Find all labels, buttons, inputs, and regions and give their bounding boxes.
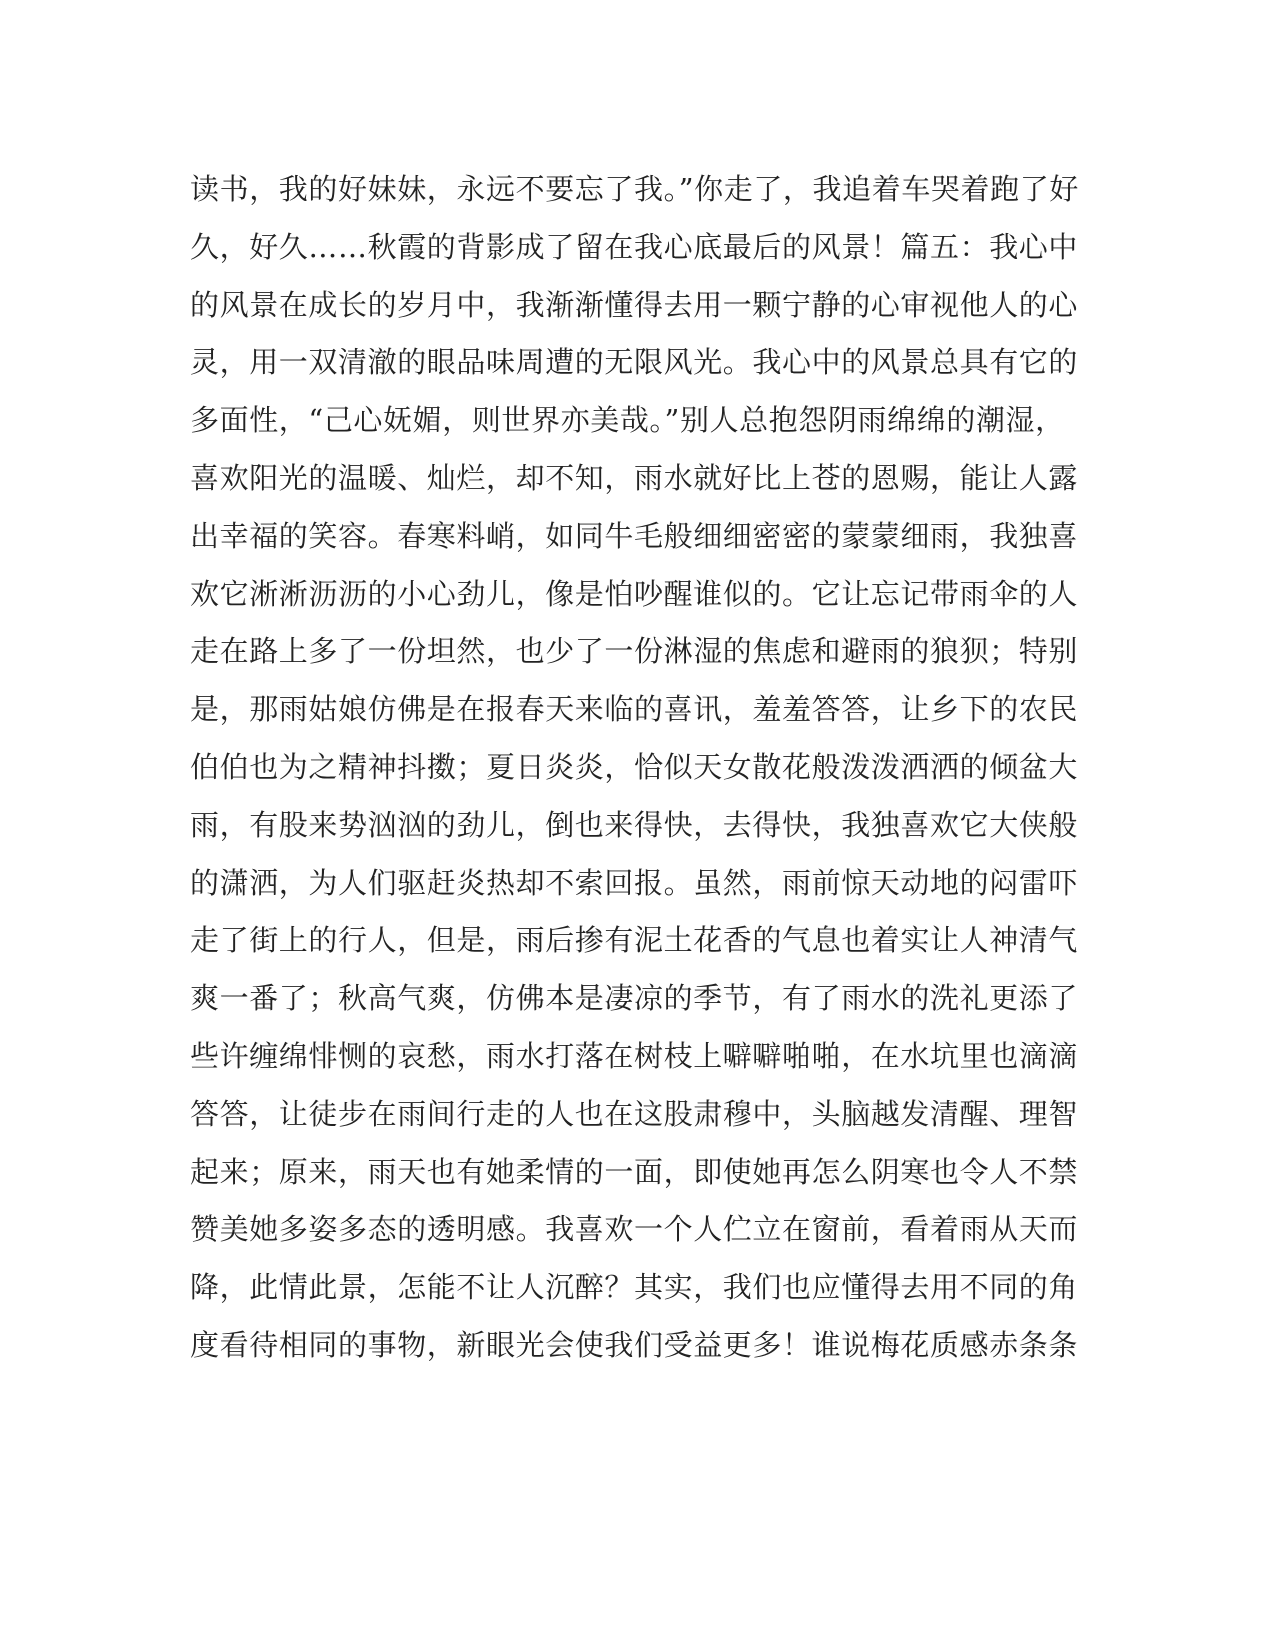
- text-line-16: 些许缠绵悱恻的哀愁，雨水打落在树枝上噼噼啪啪，在水坑里也滴滴: [190, 1038, 1079, 1073]
- text-line-4: 灵，用一双清澈的眼品味周遭的无限风光。我心中的风景总具有它的: [190, 345, 1079, 380]
- text-line-12: 雨，有股来势汹汹的劲儿，倒也来得快，去得快，我独喜欢它大侠般: [190, 807, 1079, 842]
- text-line-6: 喜欢阳光的温暖、灿烂，却不知，雨水就好比上苍的恩赐，能让人露: [190, 460, 1079, 495]
- text-line-7: 出幸福的笑容。春寒料峭，如同牛毛般细细密密的蒙蒙细雨，我独喜: [190, 518, 1079, 553]
- text-line-15: 爽一番了；秋高气爽，仿佛本是凄凉的季节，有了雨水的洗礼更添了: [190, 981, 1079, 1016]
- text-line-18: 起来；原来，雨天也有她柔情的一面，即使她再怎么阴寒也令人不禁: [190, 1154, 1079, 1189]
- text-line-3: 的风景在成长的岁月中，我渐渐懂得去用一颗宁静的心审视他人的心: [190, 287, 1079, 322]
- text-line-11: 伯伯也为之精神抖擞；夏日炎炎，恰似天女散花般泼泼洒洒的倾盆大: [190, 749, 1079, 784]
- text-line-21: 度看待相同的事物，新眼光会使我们受益更多！谁说梅花质感赤条条: [190, 1327, 1079, 1362]
- body-text: [190, 161, 1079, 1375]
- text-line-10: 是，那雨姑娘仿佛是在报春天来临的喜讯，羞羞答答，让乡下的农民: [190, 692, 1079, 727]
- text-line-9: 走在路上多了一份坦然，也少了一份淋湿的焦虑和避雨的狼狈；特别: [190, 634, 1079, 669]
- text-line-5: 多面性，“己心妩媚，则世界亦美哉。”别人总抱怨阴雨绵绵的潮湿，: [190, 403, 1065, 438]
- text-line-2: 久，好久……秋霞的背影成了留在我心底最后的风景！篇五：我心中: [190, 229, 1079, 264]
- text-line-20: 降，此情此景，怎能不让人沉醉？其实，我们也应懂得去用不同的角: [190, 1270, 1079, 1305]
- text-line-19: 赞美她多姿多态的透明感。我喜欢一个人伫立在窗前，看着雨从天而: [190, 1212, 1079, 1247]
- text-line-13: 的潇洒，为人们驱赶炎热却不索回报。虽然，雨前惊天动地的闷雷吓: [190, 865, 1079, 900]
- text-line-17: 答答，让徒步在雨间行走的人也在这股肃穆中，头脑越发清醒、理智: [190, 1096, 1079, 1131]
- text-line-8: 欢它淅淅沥沥的小心劲儿，像是怕吵醒谁似的。它让忘记带雨伞的人: [190, 576, 1079, 611]
- text-line-14: 走了街上的行人，但是，雨后掺有泥土花香的气息也着实让人神清气: [190, 923, 1079, 958]
- text-line-1: 读书，我的好妹妹，永远不要忘了我。”你走了，我追着车哭着跑了好: [190, 172, 1079, 206]
